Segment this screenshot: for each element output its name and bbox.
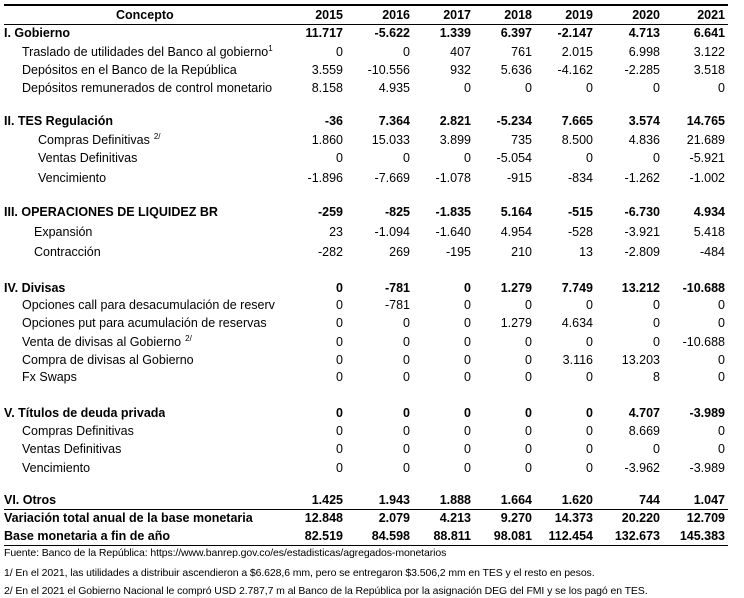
cell-2017: 0 (464, 281, 471, 295)
cell-2020: 0 (653, 316, 660, 330)
cell-2021: 12.709 (686, 511, 725, 525)
row-label (4, 279, 65, 297)
row-label (4, 24, 70, 42)
cell-2016: 269 (389, 245, 410, 259)
cell-2021: 14.765 (686, 114, 725, 128)
row-label-text: Compras Definitivas (38, 133, 150, 147)
cell-2016: 84.598 (371, 529, 410, 543)
table-row (0, 243, 728, 261)
row-label-text: Expansión (34, 225, 93, 239)
cell-2020: 0 (653, 151, 660, 165)
cell-2021: -10.688 (682, 281, 725, 295)
cell-2021: -10.688 (682, 335, 725, 349)
cell-2015: 23 (329, 225, 343, 239)
cell-2015: 0 (336, 424, 343, 438)
table-row (0, 79, 728, 97)
cell-2019: 0 (586, 461, 593, 475)
row-label-text: Contracción (34, 245, 101, 259)
cell-2019: -834 (567, 171, 593, 185)
cell-2017: 932 (450, 63, 471, 77)
cell-2017: 0 (464, 461, 471, 475)
cell-2021: 0 (718, 442, 725, 456)
cell-2018: 98.081 (493, 529, 532, 543)
cell-2017: 3.899 (439, 133, 471, 147)
cell-2017: -195 (445, 245, 471, 259)
cell-2016: 2.079 (378, 511, 410, 525)
cell-2015: -259 (317, 205, 343, 219)
cell-2020: 0 (653, 442, 660, 456)
cell-2015: 0 (336, 353, 343, 367)
row-label-text: Opciones put para acumulación de reservas (22, 316, 267, 330)
cell-2018: 0 (525, 335, 532, 349)
row-label-text: Depósitos remunerados de control monetario (22, 81, 273, 95)
cell-2018: -915 (506, 171, 532, 185)
cell-2020: 3.574 (628, 114, 660, 128)
table-section-row (0, 404, 728, 422)
cell-2018: 761 (511, 45, 532, 59)
header-year: 2018 (504, 8, 532, 22)
row-label-text: Traslado de utilidades del Banco al gobierno (22, 45, 269, 59)
cell-2019: 0 (586, 370, 593, 384)
row-label (4, 404, 165, 422)
cell-2017: 407 (450, 45, 471, 59)
row-label-text: Variación total anual de la base monetaria (4, 511, 253, 525)
cell-2015: 0 (336, 316, 343, 330)
table-row (0, 131, 728, 149)
cell-2018: 0 (525, 353, 532, 367)
row-label-text: Depósitos en el Banco de la República (22, 63, 237, 77)
cell-2016: -781 (384, 298, 410, 312)
cell-2021: -484 (699, 245, 725, 259)
table-row (0, 43, 728, 61)
cell-2018: 9.270 (500, 511, 532, 525)
table-row (0, 368, 728, 386)
header-concept: Concepto (116, 8, 174, 22)
cell-2020: 13.203 (621, 353, 660, 367)
cell-2015: 0 (336, 151, 343, 165)
cell-2015: 0 (336, 298, 343, 312)
row-label (38, 131, 161, 149)
table-row (0, 296, 728, 314)
cell-2016: -7.669 (374, 171, 410, 185)
cell-2018: -5.054 (496, 151, 532, 165)
cell-2017: 0 (464, 335, 471, 349)
cell-2021: -5.921 (689, 151, 725, 165)
row-label (4, 203, 218, 221)
row-label (22, 440, 121, 458)
row-label-text: II. TES Regulación (4, 114, 114, 128)
cell-2017: 0 (464, 353, 471, 367)
cell-2017: 0 (464, 424, 471, 438)
cell-2019: 0 (586, 406, 593, 420)
cell-2020: -1.262 (624, 171, 660, 185)
table-row (0, 61, 728, 79)
cell-2016: 15.033 (371, 133, 410, 147)
row-label-text: Venta de divisas al Gobierno (22, 335, 182, 349)
cell-2015: 0 (336, 406, 343, 420)
table-section-row (0, 491, 728, 509)
cell-2015: 11.717 (305, 26, 343, 40)
table-section-row (0, 509, 728, 527)
cell-2015: -36 (324, 114, 343, 128)
cell-2017: 1.888 (439, 493, 471, 507)
row-label-text: V. Títulos de deuda privada (4, 406, 166, 420)
table-row (0, 459, 728, 477)
cell-2017: 4.213 (439, 511, 471, 525)
cell-2019: 0 (586, 151, 593, 165)
cell-2018: 1.279 (500, 281, 532, 295)
cell-2019: -515 (567, 205, 593, 219)
row-label-text: Opciones call para desacumulación de reserv (22, 298, 275, 312)
footnote-marker: 2/ (185, 333, 192, 343)
cell-2018: 210 (511, 245, 532, 259)
footnote-marker: 1 (268, 43, 273, 53)
cell-2018: 735 (511, 133, 532, 147)
cell-2016: 0 (403, 442, 410, 456)
row-label (38, 149, 137, 167)
cell-2020: -3.921 (624, 225, 660, 239)
row-label (22, 368, 77, 386)
cell-2018: 6.397 (500, 26, 532, 40)
row-label-text: Ventas Definitivas (22, 442, 122, 456)
table-row (0, 333, 728, 351)
cell-2021: 5.418 (693, 225, 725, 239)
cell-2021: 1.047 (693, 493, 725, 507)
cell-2021: -1.002 (689, 171, 725, 185)
row-label (22, 61, 237, 79)
cell-2021: 21.689 (686, 133, 725, 147)
cell-2016: 7.364 (378, 114, 410, 128)
cell-2019: 8.500 (561, 133, 593, 147)
cell-2017: 0 (464, 151, 471, 165)
row-label (4, 112, 113, 130)
cell-2019: 0 (586, 442, 593, 456)
cell-2015: 1.860 (311, 133, 343, 147)
table-row (0, 422, 728, 440)
source-note: Fuente: Banco de la República: https://www.banrep.gov.co/es/estadisticas/agregados-monetarios (4, 547, 447, 559)
cell-2015: 0 (336, 370, 343, 384)
cell-2016: -10.556 (367, 63, 410, 77)
cell-2019: -2.147 (557, 26, 593, 40)
cell-2016: 1.943 (378, 493, 410, 507)
cell-2019: 3.116 (562, 353, 593, 367)
cell-2019: 1.620 (561, 493, 593, 507)
cell-2017: 1.339 (439, 26, 471, 40)
cell-2017: 0 (464, 81, 471, 95)
row-label (22, 333, 192, 351)
cell-2020: 744 (639, 493, 660, 507)
table-section-row (0, 112, 728, 130)
cell-2021: 3.518 (693, 63, 725, 77)
header-year: 2020 (632, 8, 660, 22)
row-label-text: III. OPERACIONES DE LIQUIDEZ BR (4, 205, 218, 219)
cell-2021: 0 (718, 353, 725, 367)
cell-2018: 0 (525, 81, 532, 95)
row-label-text: Vencimiento (22, 461, 91, 475)
footnote-2: 2/ En el 2021 el Gobierno Nacional le compró USD 2.787,7 m al Banco de la República por la asignación DEG del FMI y se los pagó en TES. (4, 585, 648, 597)
cell-2021: 145.383 (679, 529, 725, 543)
header-year: 2016 (382, 8, 410, 22)
cell-2020: 8 (653, 370, 660, 384)
row-label (34, 223, 92, 241)
cell-2021: 0 (718, 424, 725, 438)
cell-2017: 0 (464, 298, 471, 312)
cell-2021: 3.122 (693, 45, 725, 59)
table-section-row (0, 203, 728, 221)
cell-2019: 112.454 (548, 529, 593, 543)
cell-2015: 0 (336, 335, 343, 349)
cell-2016: 0 (403, 406, 410, 420)
cell-2019: -528 (567, 225, 593, 239)
cell-2018: 0 (525, 298, 532, 312)
cell-2019: 0 (586, 298, 593, 312)
cell-2015: 12.848 (304, 511, 343, 525)
cell-2019: 7.749 (561, 281, 593, 295)
row-label-text: IV. Divisas (4, 281, 66, 295)
cell-2015: -1.896 (307, 171, 343, 185)
cell-2021: -3.989 (689, 461, 725, 475)
row-label-text: Fx Swaps (22, 370, 77, 384)
cell-2016: 0 (403, 424, 410, 438)
cell-2021: 0 (718, 81, 725, 95)
cell-2015: 0 (336, 281, 343, 295)
header-year: 2017 (443, 8, 471, 22)
row-label-text: I. Gobierno (4, 26, 70, 40)
cell-2016: -825 (384, 205, 410, 219)
cell-2017: -1.078 (435, 171, 471, 185)
row-label (4, 527, 170, 545)
cell-2021: 4.934 (693, 205, 725, 219)
cell-2020: 4.707 (628, 406, 660, 420)
cell-2016: 0 (403, 316, 410, 330)
cell-2018: 0 (525, 424, 532, 438)
cell-2018: 0 (525, 461, 532, 475)
cell-2018: 0 (525, 442, 532, 456)
cell-2019: -4.162 (557, 63, 593, 77)
cell-2016: 0 (403, 353, 410, 367)
cell-2015: 0 (336, 442, 343, 456)
row-label (4, 491, 56, 509)
cell-2020: 4.836 (628, 133, 660, 147)
cell-2021: 0 (718, 298, 725, 312)
cell-2015: 82.519 (304, 529, 343, 543)
cell-2020: 0 (653, 298, 660, 312)
row-label-text: Compras Definitivas (22, 424, 134, 438)
cell-2018: 5.164 (500, 205, 532, 219)
cell-2019: 7.665 (561, 114, 593, 128)
footnote-marker: 2/ (153, 131, 161, 141)
cell-2016: 4.935 (378, 81, 410, 95)
row-label (38, 169, 106, 187)
cell-2017: 0 (464, 442, 471, 456)
row-label (22, 296, 280, 314)
row-label (22, 43, 273, 61)
cell-2016: 0 (403, 45, 410, 59)
cell-2017: 0 (464, 370, 471, 384)
cell-2020: -2.809 (624, 245, 660, 259)
cell-2016: 0 (403, 151, 410, 165)
cell-2018: 4.954 (500, 225, 532, 239)
header-year: 2015 (315, 8, 343, 22)
table-row (0, 223, 728, 241)
cell-2017: -1.640 (435, 225, 471, 239)
cell-2020: 0 (653, 81, 660, 95)
cell-2021: 6.641 (693, 26, 725, 40)
cell-2020: 8.669 (628, 424, 660, 438)
cell-2019: 4.634 (561, 316, 593, 330)
cell-2018: 1.279 (500, 316, 532, 330)
row-label-text: Ventas Definitivas (38, 151, 138, 165)
cell-2020: 13.212 (621, 281, 660, 295)
cell-2019: 0 (586, 424, 593, 438)
row-label (22, 314, 267, 332)
table-section-row (0, 527, 728, 545)
row-label (22, 459, 90, 477)
header-year: 2019 (565, 8, 593, 22)
cell-2020: 6.998 (628, 45, 660, 59)
row-label-text: Base monetaria a fin de año (4, 529, 171, 543)
cell-2021: 0 (718, 316, 725, 330)
row-label (22, 351, 194, 369)
table-row (0, 314, 728, 332)
cell-2016: 0 (403, 370, 410, 384)
cell-2020: -6.730 (624, 205, 660, 219)
table-row (0, 440, 728, 458)
table-row (0, 169, 728, 187)
cell-2019: 0 (586, 81, 593, 95)
table-section-row (0, 279, 728, 297)
cell-2016: -781 (384, 281, 410, 295)
cell-2020: 20.220 (621, 511, 660, 525)
cell-2018: 1.664 (500, 493, 532, 507)
row-label-text: VI. Otros (4, 493, 57, 507)
row-label-text: Compra de divisas al Gobierno (22, 353, 194, 367)
row-label (22, 422, 134, 440)
row-label (4, 509, 253, 527)
cell-2015: 8.158 (311, 81, 343, 95)
cell-2018: -5.234 (496, 114, 532, 128)
cell-2017: 2.821 (439, 114, 471, 128)
table-row (0, 149, 728, 167)
cell-2016: -1.094 (374, 225, 410, 239)
cell-2017: 88.811 (433, 529, 471, 543)
cell-2016: 0 (403, 335, 410, 349)
cell-2015: 0 (336, 461, 343, 475)
cell-2017: 0 (464, 316, 471, 330)
cell-2019: 2.015 (561, 45, 593, 59)
row-label (34, 243, 101, 261)
table-section-row (0, 24, 728, 42)
cell-2018: 0 (525, 406, 532, 420)
cell-2015: -282 (317, 245, 343, 259)
cell-2017: -1.835 (435, 205, 471, 219)
table-header-row (0, 6, 728, 24)
cell-2021: -3.989 (689, 406, 725, 420)
table-row (0, 351, 728, 369)
cell-2018: 0 (525, 370, 532, 384)
row-label-text: Vencimiento (38, 171, 107, 185)
cell-2015: 1.425 (311, 493, 343, 507)
cell-2020: 132.673 (614, 529, 660, 543)
cell-2015: 0 (336, 45, 343, 59)
cell-2020: 0 (653, 335, 660, 349)
cell-2020: -2.285 (624, 63, 660, 77)
cell-2019: 13 (579, 245, 593, 259)
cell-2019: 14.373 (554, 511, 593, 525)
cell-2016: -5.622 (374, 26, 410, 40)
footnote-1: 1/ En el 2021, las utilidades a distribuir ascendieron a $6.628,6 mm, pero se entregaron $3.506,2 mm en TES y el resto en pesos. (4, 567, 595, 579)
header-year: 2021 (697, 8, 725, 22)
cell-2015: 3.559 (311, 63, 343, 77)
cell-2019: 0 (586, 335, 593, 349)
row-label (22, 79, 272, 97)
cell-2020: -3.962 (624, 461, 660, 475)
cell-2017: 0 (464, 406, 471, 420)
cell-2020: 4.713 (628, 26, 660, 40)
cell-2016: 0 (403, 461, 410, 475)
cell-2021: 0 (718, 370, 725, 384)
cell-2018: 5.636 (500, 63, 532, 77)
